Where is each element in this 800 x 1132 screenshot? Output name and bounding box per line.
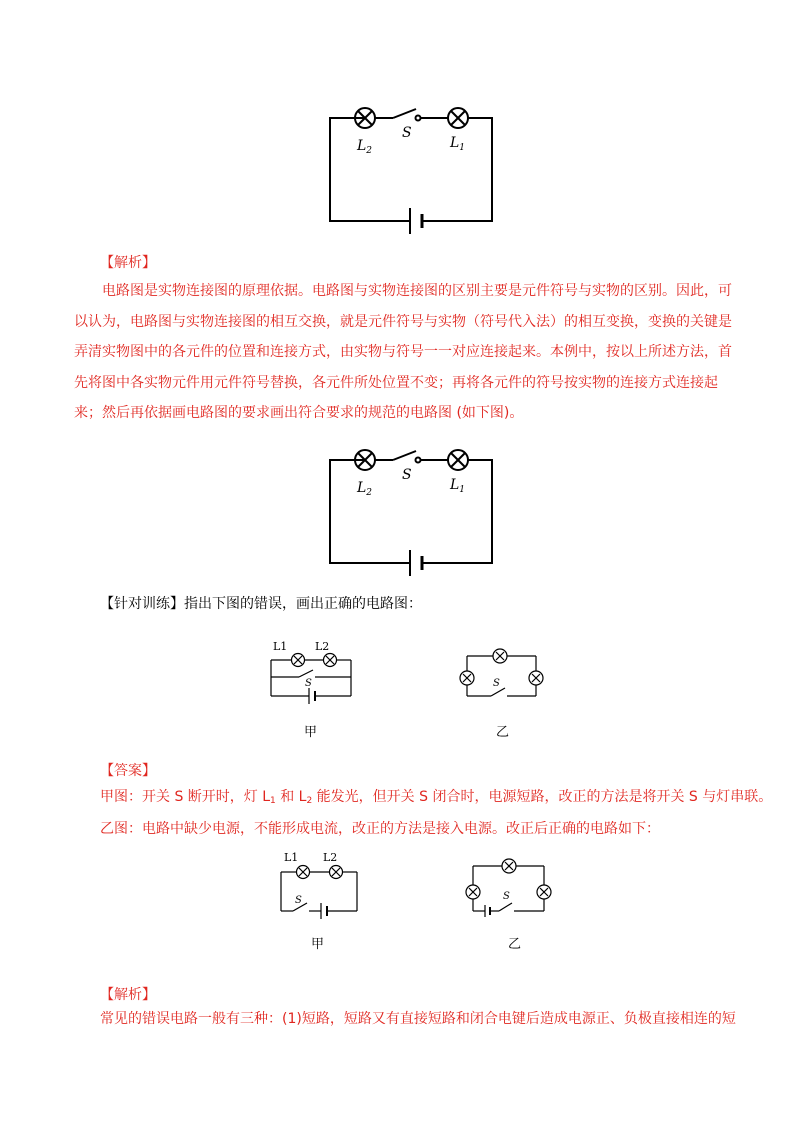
caption-jia: 甲	[311, 937, 325, 952]
analysis-paragraph: 电路图是实物连接图的原理依据。电路图与实物连接图的区别主要是元件符号与实物的区别。因此，可以认为，电路图与实物连接图的相互交换，就是元件符号与实物（符号代入法）的相互变换，变换的关键是弄清实物图中的各元件的位置和连接方式，由实物与符号一一对应连接起来。本例中，按以上所述方法，首先将图中各实物元件用元件符号替换，各元件所处位置不变；再将各元件的符号按实物的连接方式连接起来；然后再依据画电路图的要求画出符合要求的规范的电路图 (如下图)。	[74, 283, 732, 421]
analysis2-heading: 【解析】	[100, 987, 156, 1003]
label-l1: L1	[284, 851, 299, 864]
switch-icon	[499, 903, 512, 911]
label-l2: $L_2$	[357, 480, 373, 498]
label-l2: $L_2$	[357, 138, 373, 156]
caption-yi: 乙	[508, 937, 522, 952]
label-s: S	[402, 125, 412, 141]
analysis2-text: 常见的错误电路一般有三种：(1)短路，短路又有直接短路和闭合电键后造成电源正、负极直接相连的短	[100, 1011, 736, 1027]
label-s: S	[493, 678, 500, 689]
corrected-circuits	[265, 845, 575, 960]
practice-heading: 【针对训练】	[100, 596, 184, 612]
label-l2: L2	[323, 851, 338, 864]
switch-icon	[491, 688, 505, 696]
analysis-heading: 【解析】	[100, 255, 156, 271]
answer-yi: 乙图：电路中缺少电源，不能形成电流，改正的方法是接入电源。改正后正确的电路如下：	[100, 821, 660, 837]
label-s: S	[295, 895, 302, 906]
answer-jia: 甲图：开关 S 断开时，灯 $L_1$ 和 $L_2$ 能发光，但开关 S 闭合时，电源短路，改正的方法是将开关 S 与灯串联。	[100, 789, 773, 806]
label-l1: $L_1$	[450, 477, 466, 495]
answer-heading: 【答案】	[100, 763, 156, 779]
switch-icon	[393, 109, 416, 118]
caption-jia: 甲	[304, 725, 318, 740]
practice-line	[100, 593, 422, 613]
label-l1: $L_1$	[450, 135, 466, 153]
caption-yi: 乙	[496, 725, 510, 740]
practice-text: 指出下图的错误，画出正确的电路图：	[184, 596, 422, 612]
label-s: S	[305, 678, 312, 689]
practice-circuits	[255, 630, 585, 745]
circuit-diagram-standard	[320, 437, 505, 582]
label-l1: L1	[273, 640, 288, 653]
circuit-diagram-top	[320, 95, 505, 240]
switch-icon	[299, 670, 313, 677]
label-l2: L2	[315, 640, 330, 653]
label-s: S	[503, 891, 510, 902]
switch-icon	[393, 451, 416, 460]
label-s: S	[402, 467, 412, 483]
